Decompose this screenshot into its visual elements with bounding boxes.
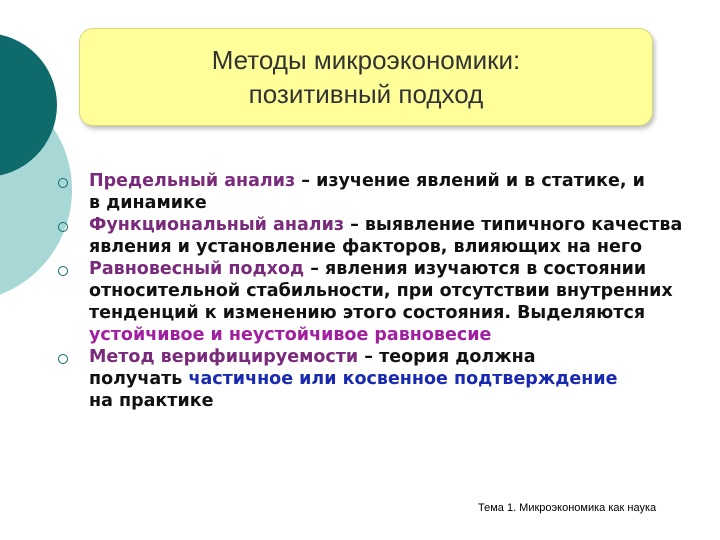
- bullet-highlight: устойчивое и неустойчивое равновесие: [89, 325, 492, 345]
- bullet-marginal-analysis: [58, 170, 708, 214]
- bullet-equilibrium-approach: [58, 258, 708, 346]
- bullet-text: – выявление типичного качества явления и установление факторов, влияющих на него: [89, 215, 683, 257]
- bullet-term: Предельный анализ: [89, 171, 296, 191]
- title-box: [79, 28, 653, 126]
- bullet-highlight: частичное или косвенное подтверждение: [188, 369, 618, 389]
- bullet-term: Метод верифицируемости: [89, 347, 359, 367]
- bullet-list: [58, 170, 708, 412]
- circle-bullet-icon: [58, 222, 68, 232]
- circle-bullet-icon: [58, 354, 68, 364]
- bullet-tail: на практике: [89, 391, 214, 411]
- bullet-text: – изучение явлений и в статике, и в динамике: [89, 171, 645, 213]
- slide-footer: Тема 1. Микроэкономика как наука: [478, 502, 657, 514]
- slide-title-line-2: позитивный подход: [248, 79, 484, 109]
- circle-bullet-icon: [58, 178, 68, 188]
- bullet-text: – теория должна получать: [89, 347, 536, 389]
- bullet-text: – явления изучаются в состоянии относительной стабильности, при отсутствии внутренних тенденций к изменению этого состояния. Выделяются: [89, 259, 673, 323]
- bullet-verification-method: [58, 346, 708, 412]
- bullet-term: Равновесный подход: [89, 259, 305, 279]
- slide-title-line-1: Методы микроэкономики:: [211, 45, 521, 75]
- bullet-functional-analysis: [58, 214, 708, 258]
- circle-bullet-icon: [58, 266, 68, 276]
- bullet-term: Функциональный анализ: [89, 215, 344, 235]
